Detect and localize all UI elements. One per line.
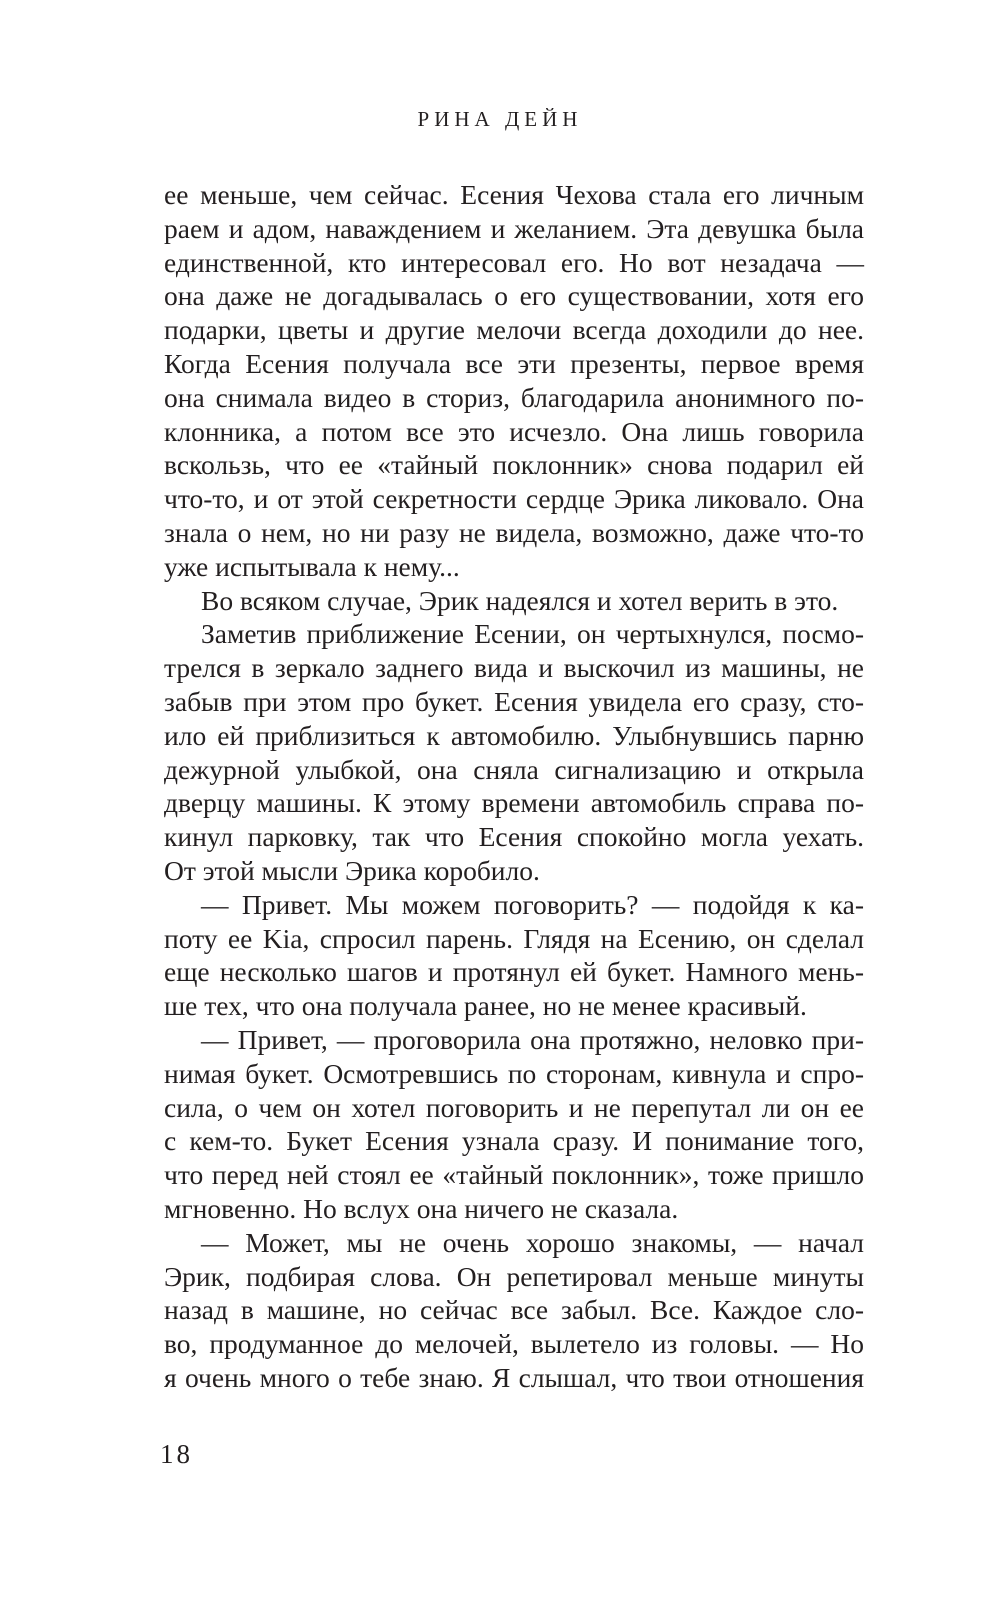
text-line: дежурной улыбкой, она сняла сигнализацию и открыла bbox=[164, 753, 864, 785]
text-line: во, продуманное до мелочей, вылетело из головы. — Но bbox=[164, 1328, 864, 1360]
text-line: трелся в зеркало заднего вида и выскочил из машины, не bbox=[164, 652, 864, 684]
text-line: клонника, а потом все это исчезло. Она лишь говорила bbox=[164, 415, 864, 447]
text-line: Когда Есения получала все эти презенты, первое время bbox=[164, 347, 864, 379]
text-line: нимая букет. Осмотревшись по сторонам, кивнула и спро- bbox=[164, 1057, 864, 1089]
text-line: вскользь, что ее «тайный поклонник» снова подарил ей bbox=[164, 449, 864, 481]
text-line: кинул парковку, так что Есения спокойно могла уехать. bbox=[164, 821, 864, 853]
text-line: единственной, кто интересовал его. Но вот незадача — bbox=[164, 246, 864, 278]
paragraph-start-line: — Привет. Мы можем поговорить? — подойдя к ка- bbox=[201, 888, 864, 920]
text-line: еще несколько шагов и протянул ей букет. Намного мень- bbox=[164, 956, 864, 988]
text-line: мгновенно. Но вслух она ничего не сказала. bbox=[164, 1192, 679, 1224]
text-line: ило ей приблизиться к автомобилю. Улыбнувшись парню bbox=[164, 719, 864, 751]
text-line: я очень много о тебе знаю. Я слышал, что твои отношения bbox=[164, 1361, 864, 1393]
text-line: ше тех, что она получала ранее, но не менее красивый. bbox=[164, 990, 807, 1022]
text-line: раем и адом, наваждением и желанием. Эта девушка была bbox=[164, 212, 864, 244]
text-line: что перед ней стоял ее «тайный поклонник», тоже пришло bbox=[164, 1159, 864, 1191]
text-line: с кем-то. Букет Есения узнала сразу. И понимание того, bbox=[164, 1125, 864, 1157]
text-line: что-то, и от этой секретности сердце Эрика ликовало. Она bbox=[164, 483, 864, 515]
text-line: забыв при этом про букет. Есения увидела его сразу, сто- bbox=[164, 685, 864, 717]
page-number: 18 bbox=[160, 1439, 193, 1469]
running-header: РИНА ДЕЙН bbox=[417, 107, 583, 131]
text-line: ее меньше, чем сейчас. Есения Чехова стала его личным bbox=[164, 179, 864, 210]
text-line: знала о нем, но ни разу не видела, возможно, даже что-то bbox=[164, 516, 864, 548]
text-line: уже испытывала к нему... bbox=[164, 550, 460, 582]
text-line: Эрик, подбирая слова. Он репетировал меньше минуты bbox=[164, 1260, 864, 1292]
text-line: От этой мысли Эрика коробило. bbox=[164, 854, 540, 886]
text-line: она даже не догадывалась о его существовании, хотя его bbox=[164, 280, 864, 312]
paragraph-start-line: — Может, мы не очень хорошо знакомы, — начал bbox=[201, 1226, 864, 1258]
paragraph-start-line: Заметив приближение Есении, он чертыхнулся, посмо- bbox=[201, 618, 864, 650]
paragraph-start-line: Во всяком случае, Эрик надеялся и хотел верить в это. bbox=[201, 584, 839, 616]
paragraph-start-line: — Привет, — проговорила она протяжно, неловко при- bbox=[201, 1023, 864, 1055]
text-line: поту ее Kia, спросил парень. Глядя на Есению, он сделал bbox=[164, 922, 864, 954]
text-line: дверцу машины. К этому времени автомобиль справа по- bbox=[164, 787, 864, 819]
text-line: она снимала видео в сториз, благодарила анонимного по- bbox=[164, 381, 864, 413]
text-line: сила, о чем он хотел поговорить и не перепутал ли он ее bbox=[164, 1091, 864, 1123]
text-line: назад в машине, но сейчас все забыл. Все. Каждое сло- bbox=[164, 1294, 864, 1326]
body-text bbox=[164, 178, 864, 1395]
text-line: подарки, цветы и другие мелочи всегда доходили до нее. bbox=[164, 314, 864, 346]
